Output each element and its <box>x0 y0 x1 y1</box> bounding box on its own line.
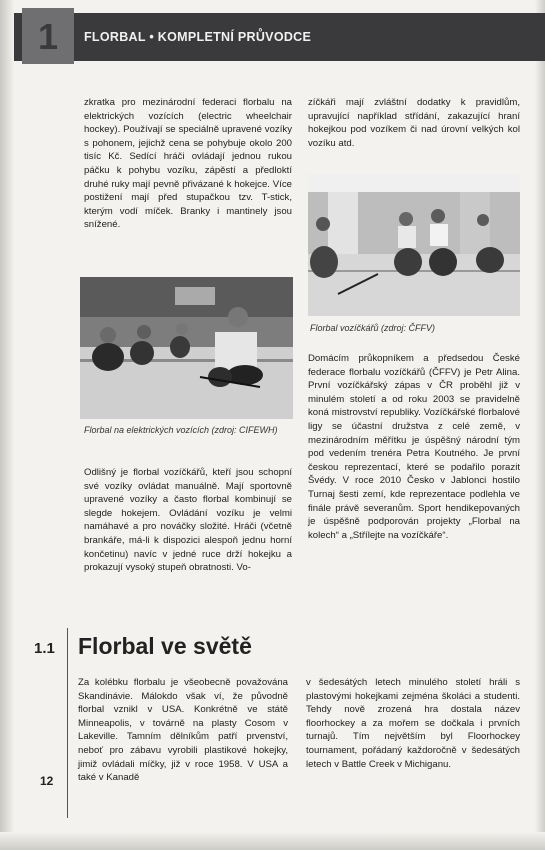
photo-electric-wheelchair-floorball <box>80 277 293 419</box>
page-number: 12 <box>40 774 54 788</box>
running-title: FLORBAL • KOMPLETNÍ PRŮVODCE <box>84 30 312 44</box>
section-number: 1.1 <box>34 640 55 657</box>
right-column-text <box>308 96 520 150</box>
page-bottom-edge <box>0 832 545 850</box>
photo-wheelchair-floorball <box>308 174 520 316</box>
chapter-number: 1 <box>37 16 59 57</box>
section-left-text <box>78 676 288 785</box>
paragraph: zíčkáři mají zvláštní dodatky k pravidlům, upravující například střídání, zakazující hraní hokejkou pod vozíkem či nad úrovní velkých kol vozíku atd. <box>308 97 520 149</box>
right-column-text-2 <box>308 352 520 542</box>
left-column-text <box>84 96 292 232</box>
page-edge-shadow-right <box>535 0 545 850</box>
photo-left-caption: Florbal na elektrických vozících (zdroj: CIFEWH) <box>84 425 278 435</box>
section-title: Florbal ve světě <box>78 633 252 659</box>
section-right-text <box>306 676 520 771</box>
paragraph: Domácím průkopníkem a předsedou České federace florbalu vozíčkářů (ČFFV) je Petr Alina. První vozíčkářský zápas v ČR proběhl již v minulém století a od roku 2003 se pravidelně koná mistrovství republiky. Vozíčkářské florbalové ligy se účastní družstva z celé země, v mezinárodním měřítku je úspěšný národní tým pod vedením trenéra Petra Koutného. Je první českou reprezentací, které se podařilo porazit Švédy. V roce 2010 Česko v Jablonci hostilo Turnaj šesti zemí, kde reprezentace podlehla ve finále právě severanům. Sport hendikepovaných je úspěšně podporován projekty „Florbal na kolech“ a „Střílejte na vozíčkáře“. <box>308 353 520 541</box>
paragraph: zkratka pro mezinárodní federaci florbalu na elektrických vozících (electric wheelchair hockey). Používají se speciálně upravené vozíky s pohonem, jejichž cena se pohybuje okolo 200 tisíc Kč. Sedící hráči ovládají jednou rukou páčku k pohybu vozíku, zápěstí a předloktí druhé ruky mají pevně přivázané k hokejce. Více postižení mají před stupačkou tzv. T-stick, kterým vodí míček. Branky i mantinely jsou snížené. <box>84 97 292 231</box>
page-edge-shadow <box>0 0 14 850</box>
paragraph: Odlišný je florbal vozíčkářů, kteří jsou schopní své vozíky ovládat manuálně. Mají sportovně upravené vozíky a často florbal kombinují se slegde hokejem. Ovládání vozíku je velmi namáhavé a pro nováčky složité. Hráči (včetně brankáře, má-li k dispozici alespoň jednu horní končetinu) navíc v jedné ruce drží hokejku a prokazují vysoký stupeň obratnosti. Vo- <box>84 467 292 574</box>
paragraph: v šedesátých letech minulého století hráli s plastovými hokejkami zejména školáci a studenti. Tehdy nově zrozená hra dostala název floorhockey a za mořem se dočkala i prvních turnajů. Tím největším byl Floorhockey tournament, pořádaný každoročně v šedesátých letech v Battle Creek v Michiganu. <box>306 677 520 770</box>
paragraph: Za kolébku florbalu je všeobecně považována Skandinávie. Málokdo však ví, že původně florbal vznikl v USA. Konkrétně ve státě Minneapolis, v továrně na plasty Cosom v Lakeville. Tamním dělníkům patří prvenství, neboť pro zábavu vyrobili plastikové hokejky, jimiž ovládali míčky, již v roce 1958. V USA a také v Kanadě <box>78 677 288 784</box>
photo-right-caption: Florbal vozíčkářů (zdroj: ČFFV) <box>310 323 436 333</box>
section-rule <box>67 628 68 818</box>
left-column-text-2 <box>84 466 292 575</box>
